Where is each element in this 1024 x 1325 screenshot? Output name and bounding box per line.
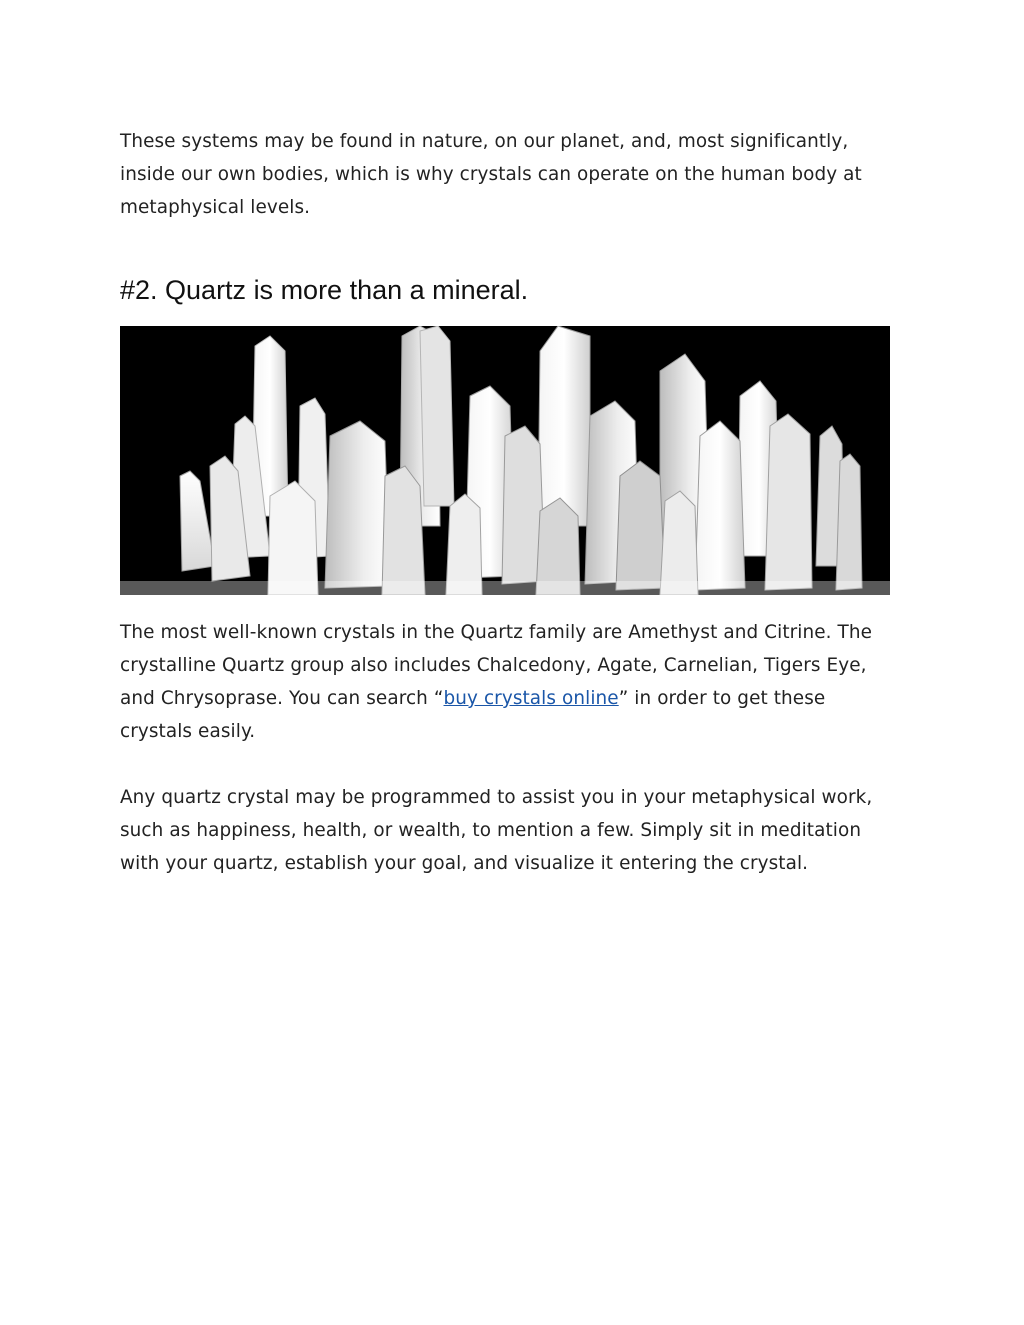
paragraph-text-before-link: The most well-known crystals in the Quartz family are Amethyst and Citrine. The crystalline Quartz group also includes Chalcedony, Agate, Carnelian, Tigers Eye, and Chrysoprase. You can search “ (120, 622, 873, 709)
section-heading: #2. Quartz is more than a mineral. (120, 275, 529, 305)
crystal-family-paragraph (120, 616, 896, 748)
intro-paragraph: These systems may be found in nature, on our planet, and, most significantly, inside our own bodies, which is why crystals can operate on the human body at metaphysical levels. (120, 131, 862, 218)
buy-crystals-online-link[interactable]: buy crystals online (443, 688, 619, 709)
quartz-crystal-cluster-image (120, 326, 890, 595)
quartz-image-wrapper (120, 326, 896, 595)
document-page (120, 125, 896, 880)
paragraph-text-after-link: ” in order to get these crystals easily. (120, 688, 826, 742)
programming-quartz-paragraph: Any quartz crystal may be programmed to assist you in your metaphysical work, such as happiness, health, or wealth, to mention a few. Simply sit in meditation with your quartz, establish your goal, and visualize it entering the crystal. (120, 787, 873, 874)
